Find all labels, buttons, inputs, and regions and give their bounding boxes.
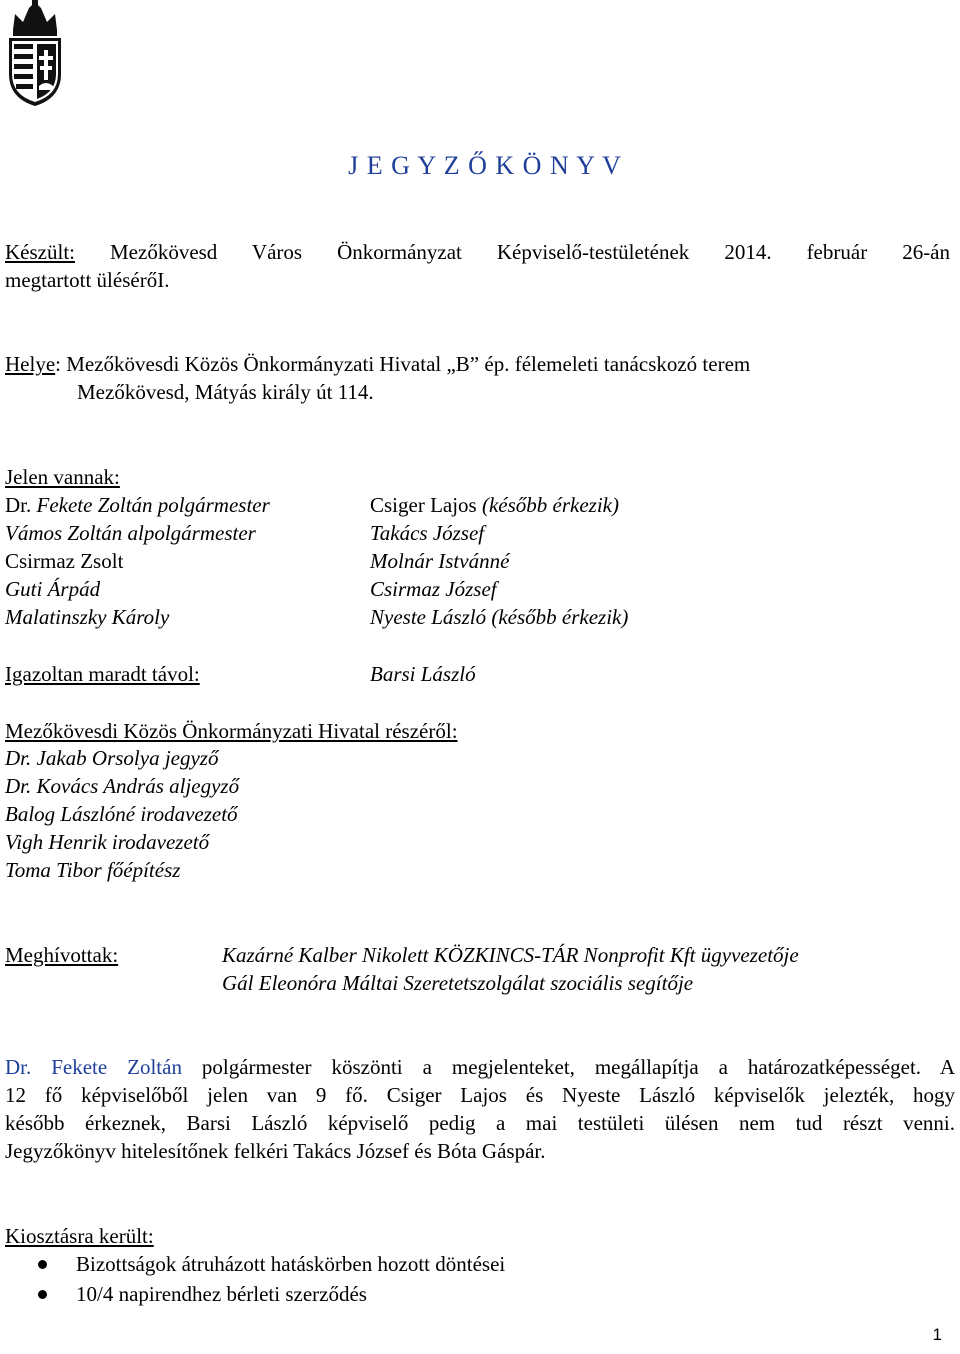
present-right-list: [370, 491, 930, 631]
office-member: Toma Tibor főépítész: [5, 858, 181, 882]
place-label: Helye: [5, 352, 56, 376]
place-text-line2: Mezőkövesd, Mátyás király út 114.: [77, 380, 374, 404]
handout-heading: Kiosztásra került:: [5, 1224, 154, 1248]
handout-item: 10/4 napirendhez bérleti szerződés: [0, 1279, 900, 1309]
absent-name: Barsi László: [370, 662, 476, 686]
absent-label: Igazoltan maradt távol:: [5, 662, 200, 686]
present-left-list: [5, 491, 365, 631]
made-text-line2: megtartott ülésérőI.: [5, 268, 170, 292]
coat-of-arms-icon: [5, 0, 65, 108]
present-right-item: Molnár Istvánné: [370, 549, 510, 573]
present-heading: Jelen vannak:: [5, 465, 120, 489]
handout-item: Bizottságok átruházott hatáskörben hozott döntései: [0, 1249, 900, 1279]
invited-list: [222, 941, 942, 997]
office-member: Dr. Kovács András aljegyző: [5, 774, 240, 798]
invited-item: Kazárné Kalber Nikolett KÖZKINCS-TÁR Nonprofit Kft ügyvezetője: [222, 943, 799, 967]
made-section: [5, 238, 950, 294]
present-left-item: Csirmaz Zsolt: [5, 549, 124, 573]
place-section: [5, 350, 950, 406]
made-text-line1: Mezőkövesd Város Önkormányzat Képviselő-testületének 2014. február 26-án: [110, 240, 951, 264]
handout-list: [0, 1249, 900, 1309]
present-left-item: Guti Árpád: [5, 577, 101, 601]
office-heading: Mezőkövesdi Közös Önkormányzati Hivatal részéről:: [5, 719, 458, 743]
document-title: J E G Y Z Ő K Ö N Y V: [348, 151, 622, 180]
office-member: Vigh Henrik irodavezető: [5, 830, 210, 854]
invited-item: Gál Eleonóra Máltai Szeretetszolgálat szociális segítője: [222, 971, 694, 995]
present-left-item: Malatinszky Károly: [5, 605, 170, 629]
place-text-line1: : Mezőkövesdi Közös Önkormányzati Hivatal „B” ép. félemeleti tanácskozó terem: [55, 352, 751, 376]
office-members: [5, 744, 605, 884]
present-right-item: Nyeste László (később érkezik): [370, 605, 629, 629]
present-right-item: Csiger Lajos (később érkezik): [370, 493, 619, 517]
present-left-item: Dr. Fekete Zoltán polgármester: [5, 493, 270, 517]
present-left-item: Vámos Zoltán alpolgármester: [5, 521, 256, 545]
present-right-item: Csirmaz József: [370, 577, 497, 601]
page-number: 1: [932, 1325, 942, 1344]
present-right-item: Takács József: [370, 521, 485, 545]
office-member: Balog Lászlóné irodavezető: [5, 802, 238, 826]
invited-label: Meghívottak:: [5, 943, 119, 967]
office-member: Dr. Jakab Orsolya jegyző: [5, 746, 219, 770]
made-label: Készült:: [5, 240, 75, 264]
opening-paragraph: Dr. Fekete Zoltán polgármester köszönti a megjelenteket, megállapítja a határozatképességet. A 12 fő képviselőből jelen van 9 fő. Csiger Lajos és Nyeste László képviselők jelezték, hogy később érkeznek, Barsi László képviselő pedig a mai testületi ülésen nem tud részt venni. Jegyzőkönyv hitelesítőnek felkéri Takács József és Bóta Gáspár.: [5, 1055, 955, 1163]
